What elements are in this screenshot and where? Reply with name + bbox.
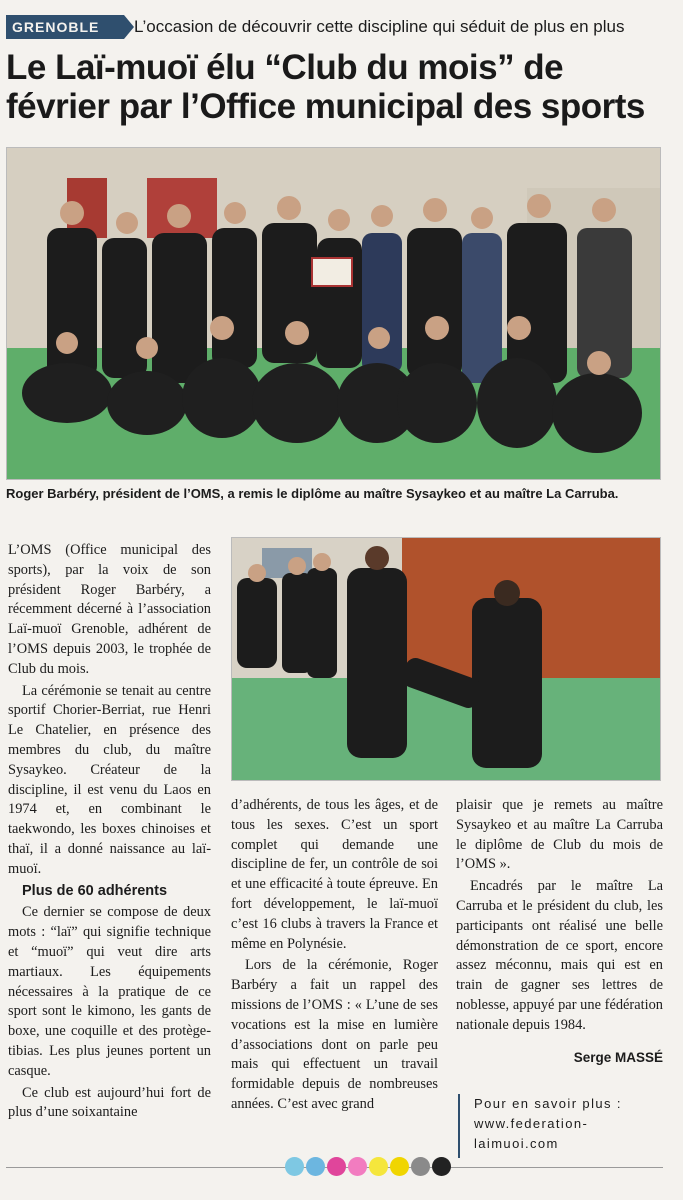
header-row xyxy=(6,14,677,40)
paragraph: plaisir que je remets au maître Sysaykeo et au maître La Carruba le diplôme de Club du mois de l’OMS ». xyxy=(456,797,663,873)
paragraph: La cérémonie se tenait au centre sportif Chorier-Berriat, rue Henri Le Chatelier, en présence des membres du club, du maître Sysaykeo. Créateur de la discipline, il est venu du Laos en 1974 et, en combinant le taekwondo, les boxes chinoises et thaï, il a donné naissance au laï-muoï. xyxy=(8,682,211,877)
article-column-3 xyxy=(456,796,663,1067)
more-info-line: Pour en savoir plus : xyxy=(474,1096,622,1111)
paragraph: Ce club est aujourd’hui fort de plus d’une soixantaine xyxy=(8,1084,211,1121)
demonstration-photo xyxy=(231,537,661,781)
group-photo xyxy=(6,147,661,480)
headline: Le Laï-muoï élu “Club du mois” de février par l’Office municipal des sports xyxy=(6,48,645,126)
section-tag: GRENOBLE xyxy=(6,15,124,39)
color-dot xyxy=(390,1157,409,1176)
paragraph: Lors de la cérémonie, Roger Barbéry a fait un rappel des missions de l’OMS : « L’une de ses vocations est la mise en lumière d’associations dont on parle peu mais qui effectuent un travail formidable depuis de nombreuses années. C’est avec grand xyxy=(231,957,438,1112)
paragraph: Encadrés par le maître La Carruba et le président du club, les participants ont réalisé une belle démonstration de ce sport, encore assez méconnu, mais qui est en train de gagner ses lettres de noblesse, appuyé par une fédération nationale depuis 1984. xyxy=(456,878,663,1033)
paragraph: L’OMS (Office municipal des sports), par la voix de son président Roger Barbéry, a récemment décerné à l’association Laï-muoï Grenoble, adhérent de l’OMS depuis 2003, le trophée de Club du mois. xyxy=(8,542,211,677)
author-signature: Serge MASSÉ xyxy=(573,1049,663,1065)
article-column-2 xyxy=(231,796,438,1115)
color-dot xyxy=(306,1157,325,1176)
color-dot xyxy=(369,1157,388,1176)
paragraph: d’adhérents, de tous les âges, et de tous les sexes. C’est un sport complet qui demande une discipline de fer, un contrôle de soi et une efficacité à toute épreuve. En fort développement, le laï-muoï c’est 16 clubs à travers la France et même en Polynésie. xyxy=(231,797,438,952)
article-column-1 xyxy=(8,541,211,1123)
paragraph: Ce dernier se compose de deux mots : “laï” qui signifie technique et “muoï” qui veut dire arts martiaux. Les équipements nécessaires à la pratique de ce sport sont le kimono, les gants de boxe, une coquille et des protège-tibias. Les plus jeunes portent un casque. xyxy=(8,904,211,1079)
more-info-box xyxy=(458,1094,663,1158)
photo-caption: Roger Barbéry, président de l’OMS, a remis le diplôme au maître Sysaykeo et au maître La Carruba. xyxy=(6,486,619,501)
color-dot xyxy=(411,1157,430,1176)
color-registration-dots xyxy=(285,1157,453,1177)
color-dot xyxy=(432,1157,451,1176)
subheading: Plus de 60 adhérents xyxy=(22,882,168,899)
color-dot xyxy=(348,1157,367,1176)
kicker-text: L’occasion de découvrir cette discipline qui séduit de plus en plus xyxy=(134,17,625,36)
color-dot xyxy=(285,1157,304,1176)
website-link[interactable]: laimuoi.com xyxy=(474,1136,559,1151)
website-link[interactable]: www.federation- xyxy=(474,1116,589,1131)
color-dot xyxy=(327,1157,346,1176)
